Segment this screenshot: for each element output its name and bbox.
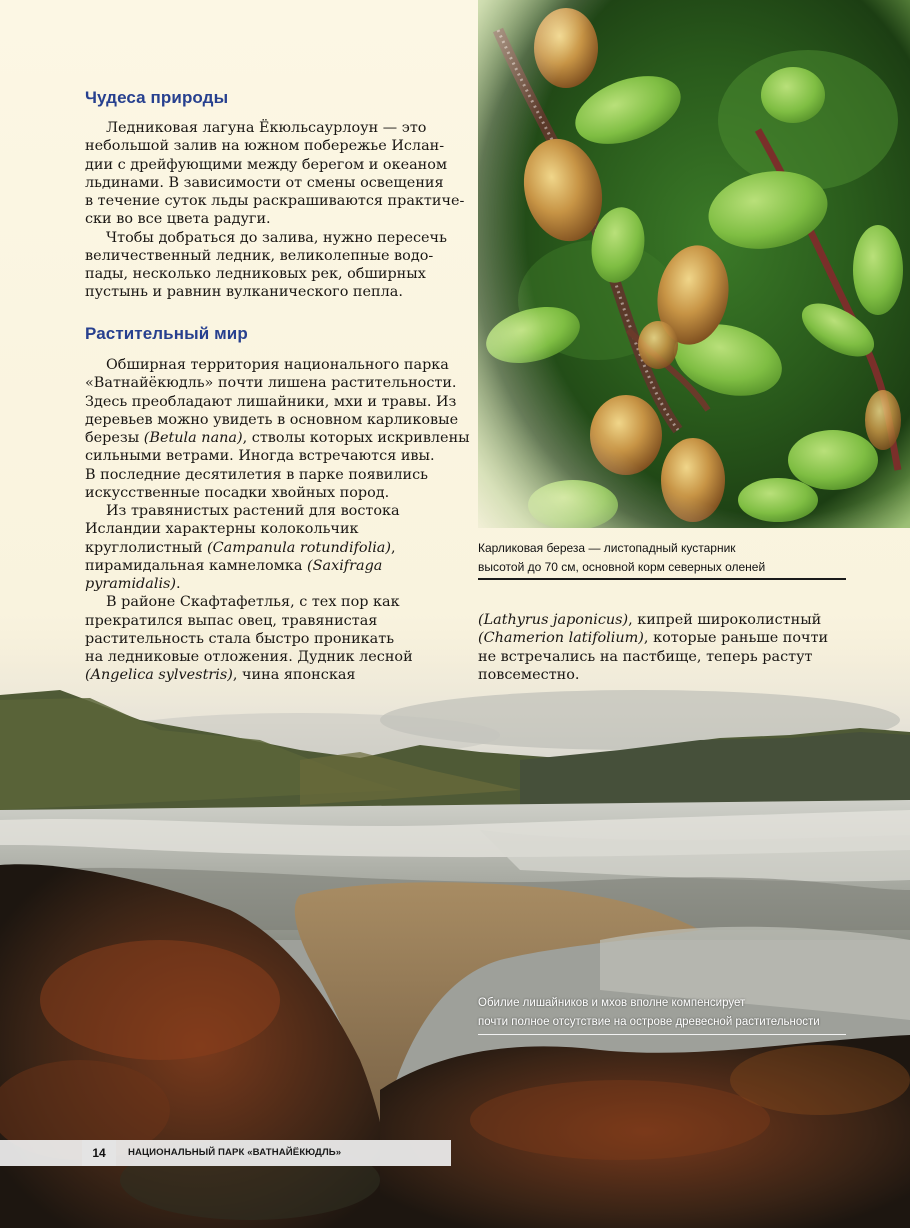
text-line: ски во все цвета радуги.	[85, 211, 271, 228]
text-line: растительность стала быстро проникать	[85, 630, 395, 647]
caption-line: Карликовая береза — листопадный кустарник	[478, 541, 736, 555]
text-line: искусственные посадки хвойных пород.	[85, 484, 390, 501]
text-line	[85, 429, 470, 447]
text-line: льдинами. В зависимости от смены освещения	[85, 174, 444, 191]
text-line: Обширная территория национального парка	[106, 357, 449, 373]
text-line: Здесь преобладают лишайники, мхи и травы. Из	[85, 393, 457, 410]
latin-name: pyramidalis)	[85, 576, 177, 592]
text-fragment: , кипрей широколистный	[628, 612, 822, 628]
text-line: В районе Скафтафетлья, с тех пор как	[106, 594, 400, 611]
text-fragment: , которые раньше почти	[643, 630, 829, 647]
latin-name: (Saxifraga	[307, 557, 383, 574]
text-line: на ледниковые отложения. Дудник лесной	[85, 649, 413, 665]
text-line: в течение суток льды раскрашиваются практиче-	[85, 193, 465, 209]
latin-name: (Campanula rotundifolia)	[206, 539, 391, 556]
text-line: Из травянистых растений для востока	[106, 503, 400, 519]
text-fragment: , чина японская	[232, 667, 356, 684]
caption-line: Обилие лишайников и мхов вполне компенсирует	[478, 997, 746, 1009]
flora-text	[85, 356, 470, 685]
text-line: не встречались на пастбище, теперь растут	[478, 648, 813, 665]
caption-divider	[478, 578, 846, 580]
text-line: «Ватнайёкюдль» почти лишена растительности.	[85, 375, 457, 392]
text-line	[478, 611, 828, 629]
text-fragment: ,	[391, 539, 396, 556]
text-line	[85, 557, 470, 575]
text-line: пустынь и равнин вулканического пепла.	[85, 284, 403, 301]
text-line: Чтобы добраться до залива, нужно пересечь	[106, 229, 447, 246]
lichen-caption	[478, 994, 820, 1032]
text-line	[85, 539, 470, 557]
text-line: пады, несколько ледниковых рек, обширных	[85, 266, 426, 282]
running-title: НАЦИОНАЛЬНЫЙ ПАРК «ВАТНАЙЁКЮДЛЬ»	[128, 1147, 342, 1158]
caption-line: высотой до 70 см, основной корм северных оленей	[478, 560, 766, 574]
text-line: Исландии характерны колокольчик	[85, 521, 359, 538]
text-fragment: круглолистный	[85, 539, 207, 556]
caption-divider	[478, 1034, 846, 1035]
flora-text-continued	[478, 611, 828, 684]
text-line: сильными ветрами. Иногда встречаются ивы.	[85, 448, 435, 465]
text-line: величественный ледник, великолепные водо-	[85, 247, 434, 264]
text-line: дии с дрейфующими между берегом и океаном	[85, 156, 448, 173]
text-fragment: березы	[85, 430, 144, 446]
text-line: повсеместно.	[478, 666, 580, 683]
latin-name: (Angelica sylvestris)	[85, 667, 233, 684]
section-heading-flora: Растительный мир	[85, 324, 248, 343]
dwarf-birch-photo	[478, 0, 910, 528]
birch-caption	[478, 539, 765, 577]
section-heading-wonders: Чудеса природы	[85, 88, 229, 107]
latin-name: (Betula nana)	[143, 430, 243, 446]
text-fragment: , стволы которых искривлены	[242, 430, 470, 446]
text-line: деревьев можно увидеть в основном карликовые	[85, 411, 459, 428]
wonders-text	[85, 119, 464, 302]
text-fragment: пирамидальная камнеломка	[85, 557, 308, 574]
text-fragment: .	[176, 576, 181, 592]
caption-line: почти полное отсутствие на острове древесной растительности	[478, 1016, 820, 1028]
text-line: В последние десятилетия в парке появились	[85, 466, 428, 483]
text-line: прекратился выпас овец, травянистая	[85, 612, 378, 629]
text-line	[478, 629, 828, 647]
text-line	[85, 666, 470, 684]
text-line: Ледниковая лагуна Ёкюльсаурлоун — это	[106, 120, 427, 136]
latin-name: (Lathyrus japonicus)	[478, 612, 629, 628]
text-line: небольшой залив на южном побережье Ислан-	[85, 138, 445, 155]
latin-name: (Chamerion latifolium)	[478, 630, 644, 647]
text-line	[85, 575, 470, 593]
page-number: 14	[82, 1140, 116, 1166]
